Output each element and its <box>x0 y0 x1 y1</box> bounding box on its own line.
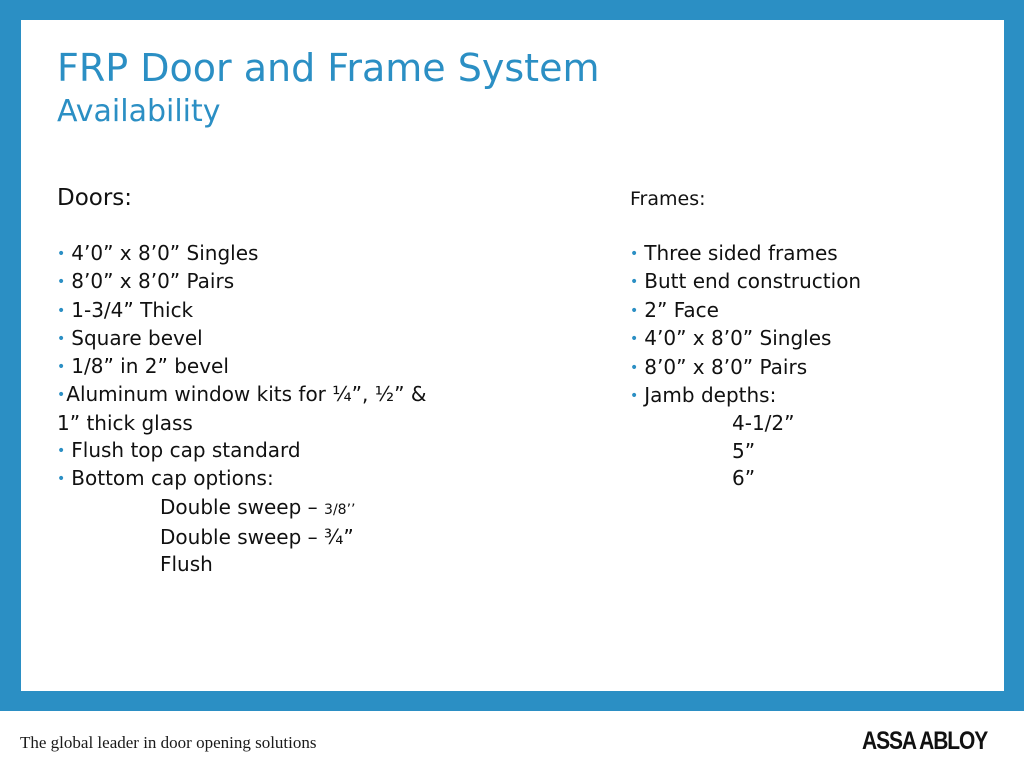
bullet-icon: • <box>57 443 66 460</box>
bottom-cap-option-label: Double sweep – ¾” <box>160 524 354 549</box>
bottom-cap-option-value: 3/8’’ <box>324 501 356 518</box>
bullet-icon: • <box>57 359 66 376</box>
bullet-icon: • <box>57 387 66 404</box>
bottom-cap-option <box>57 494 426 524</box>
doors-item-text: 1/8” in 2” bevel <box>71 354 229 379</box>
brand-logo: ASSA ABLOY <box>862 727 988 755</box>
bottom-cap-option <box>57 524 426 551</box>
frames-list-item <box>630 354 861 382</box>
doors-heading: Doors: <box>57 185 133 211</box>
bullet-icon: • <box>630 274 639 291</box>
frames-list-item <box>630 240 861 268</box>
frames-list-item <box>630 297 861 325</box>
doors-list-item <box>57 353 426 381</box>
doors-item-text: 1-3/4” Thick <box>71 297 194 322</box>
doors-list-item <box>57 240 426 268</box>
bottom-cap-option-label: Flush <box>160 552 213 577</box>
frames-list-item <box>630 382 861 410</box>
bullet-icon: • <box>630 331 639 348</box>
slide-title: FRP Door and Frame System <box>57 46 600 90</box>
frames-item-text: 8’0” x 8’0” Pairs <box>644 354 808 379</box>
jamb-depth-value: 4-1/2” <box>732 411 795 436</box>
bullet-icon: • <box>57 246 66 262</box>
doors-item-text: 4’0” x 8’0” Singles <box>71 241 259 265</box>
footer-tagline: The global leader in door opening solutions <box>20 733 317 752</box>
doors-item-text: 8’0” x 8’0” Pairs <box>71 269 235 294</box>
doors-column <box>57 183 426 579</box>
bullet-icon: • <box>57 274 66 291</box>
bullet-icon: • <box>57 330 66 347</box>
bullet-icon: • <box>630 359 639 376</box>
bullet-icon: • <box>630 246 639 262</box>
frames-item-text: Three sided frames <box>644 241 838 265</box>
frames-item-text: 2” Face <box>644 297 719 322</box>
frames-item-text: Jamb depths: <box>644 383 777 408</box>
doors-list-item <box>57 437 426 465</box>
frames-column <box>630 186 861 493</box>
bullet-icon: • <box>57 302 66 319</box>
frames-item-text: 4’0” x 8’0” Singles <box>644 326 832 351</box>
bottom-cap-option-label: Double sweep – <box>160 494 325 519</box>
slide-subtitle: Availability <box>57 94 221 129</box>
doors-list-item <box>57 465 426 493</box>
bullet-icon: • <box>630 302 639 319</box>
doors-list-item <box>57 268 426 296</box>
doors-item-text: Bottom cap options: <box>71 466 274 491</box>
frames-item-text: Butt end construction <box>644 269 862 294</box>
frames-heading: Frames: <box>630 188 706 210</box>
jamb-depth-value: 6” <box>732 466 756 491</box>
bottom-cap-option <box>57 551 426 578</box>
doors-item-text: Square bevel <box>71 325 203 350</box>
frames-list-item <box>630 268 861 296</box>
doors-item-text: Flush top cap standard <box>71 438 301 463</box>
doors-list-item <box>57 381 426 409</box>
frames-list-item <box>630 325 861 353</box>
doors-list-item <box>57 325 426 353</box>
doors-list-item-continuation: 1” thick glass <box>57 410 193 435</box>
doors-list-item <box>57 297 426 325</box>
jamb-depth-value: 5” <box>732 438 756 463</box>
bullet-icon: • <box>57 471 66 488</box>
bullet-icon: • <box>630 388 639 405</box>
doors-item-text: Aluminum window kits for ¼”, ½” & <box>66 382 427 407</box>
